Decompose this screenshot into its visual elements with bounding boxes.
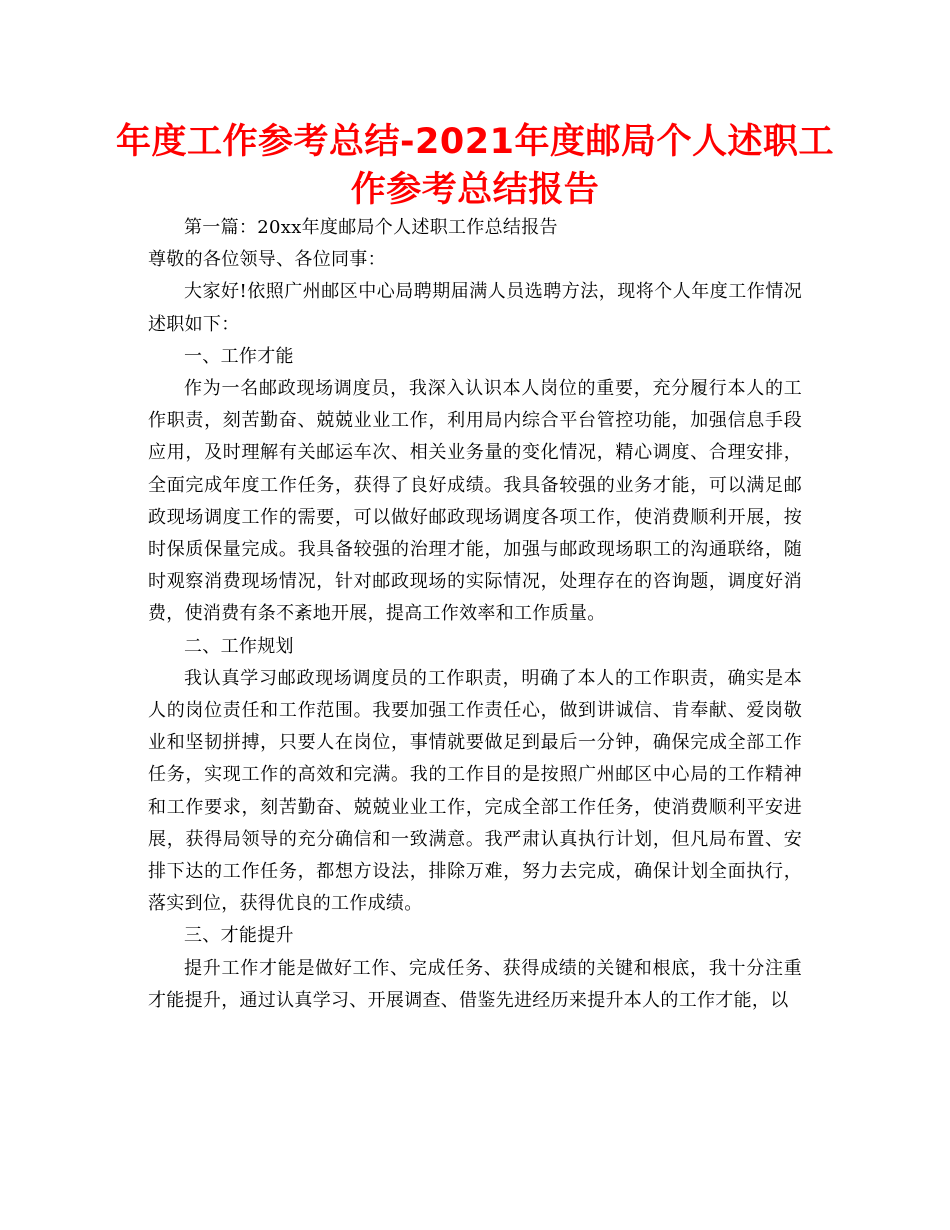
section-1-heading: 一、工作才能 [184,345,294,367]
section-3-heading: 三、才能提升 [184,925,294,947]
salutation: 尊敬的各位领导、各位同事： [148,249,386,271]
document-title: 年度工作参考总结-2021年度邮局个人述职工作参考总结报告 [116,122,834,210]
section-2-heading: 二、工作规划 [184,635,294,657]
section-1-paragraph: 作为一名邮政现场调度员，我深入认识本人岗位的重要，充分履行本人的工作职责，刻苦勤奋、兢兢业业工作，利用局内综合平台管控功能，加强信息手段应用，及时理解有关邮运车次、相关业务量的变化情况，精心调度、合理安排，全面完成年度工作任务，获得了良好成绩。我具备较强的业务才能，可以满足邮政现场调度工作的需要，可以做好邮政现场调度各项工作，使消费顺利开展，按时保质保量完成。我具备较强的治理才能，加强与邮政现场职工的沟通联络，随时观察消费现场情况，针对邮政现场的实际情况，处理存在的咨询题，调度好消费，使消费有条不紊地开展，提高工作效率和工作质量。 [148,378,802,625]
document-subtitle: 第一篇：20xx年度邮局个人述职工作总结报告 [184,217,558,238]
section-3-paragraph: 提升工作才能是做好工作、完成任务、获得成绩的关键和根底，我十分注重才能提升，通过认真学习、开展调查、借鉴先进经历来提升本人的工作才能，以 [148,957,802,1011]
intro-paragraph: 大家好!依照广州邮区中心局聘期届满人员选聘方法，现将个人年度工作情况述职如下： [148,281,802,335]
document-body [148,212,802,1017]
section-2-paragraph: 我认真学习邮政现场调度员的工作职责，明确了本人的工作职责，确实是本人的岗位责任和工作范围。我要加强工作责任心，做到讲诚信、肯奉献、爱岗敬业和坚韧拼搏，只要人在岗位，事情就要做足到最后一分钟，确保完成全部工作任务，实现工作的高效和完满。我的工作目的是按照广州邮区中心局的工作精神和工作要求，刻苦勤奋、兢兢业业工作，完成全部工作任务，使消费顺利平安进展，获得局领导的充分确信和一致满意。我严肃认真执行计划，但凡局布置、安排下达的工作任务，都想方设法，排除万难，努力去完成，确保计划全面执行，落实到位，获得优良的工作成绩。 [148,667,802,915]
